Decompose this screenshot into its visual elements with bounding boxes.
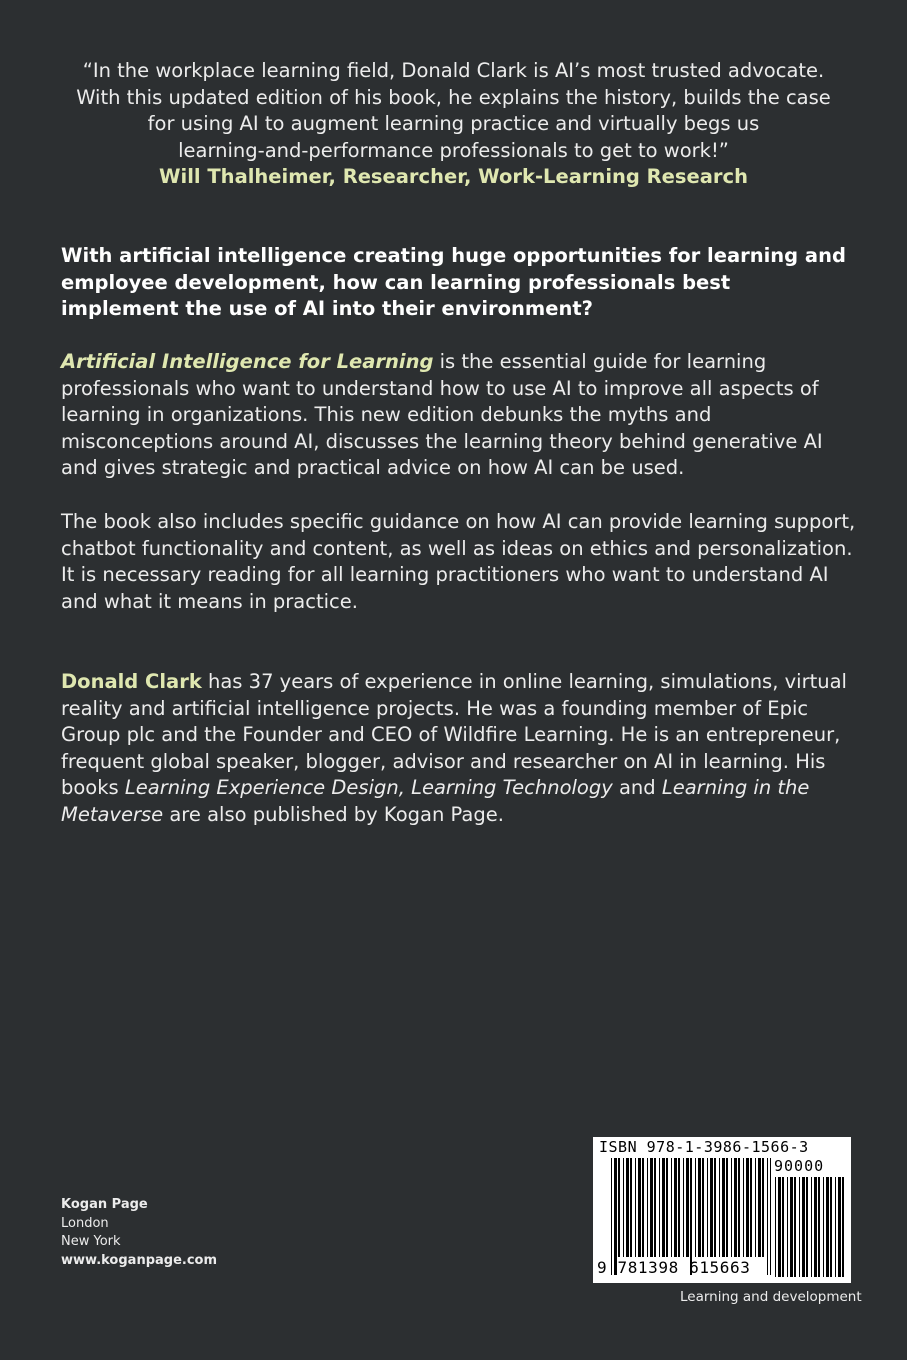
barcode-bar xyxy=(802,1177,805,1277)
barcode-bar xyxy=(654,1158,656,1257)
barcode-bar xyxy=(635,1158,636,1257)
barcode-bar xyxy=(731,1158,732,1257)
isbn-barcode xyxy=(593,1137,851,1283)
barcode-bar xyxy=(719,1158,720,1257)
barcode-bar xyxy=(671,1158,672,1257)
barcode-bar xyxy=(762,1158,764,1257)
bio-text: has 37 years of experience in online learning, simulations, virtual reality and artificial intelligence projects. He was a founding member of Epic Group plc and the Founder and CEO of Wildfire Learning. He is an entrepreneur, frequent global speaker, blogger, advisor and researcher on AI in learning. His books xyxy=(61,670,847,799)
barcode-bar xyxy=(787,1177,788,1277)
quote-line: “In the workplace learning field, Donald Clark is AI’s most trusted advocate. xyxy=(82,59,825,82)
barcode-bar xyxy=(818,1177,820,1277)
barcode-bar xyxy=(678,1158,680,1257)
description-paragraph xyxy=(61,349,861,482)
publisher-city-newyork: New York xyxy=(61,1234,121,1249)
barcode-bar xyxy=(842,1177,844,1277)
barcode-bar xyxy=(738,1158,740,1257)
barcode-bar xyxy=(794,1177,796,1277)
barcode-bar xyxy=(674,1158,677,1257)
barcode-bar xyxy=(814,1177,817,1277)
barcode-bar xyxy=(734,1158,737,1257)
isbn-label: ISBN 978-1-3986-1566-3 xyxy=(599,1138,809,1156)
bio-and: and xyxy=(612,776,662,799)
barcode-bar xyxy=(638,1158,641,1257)
barcode-bar xyxy=(714,1158,716,1257)
barcode-bar xyxy=(626,1158,629,1257)
barcode-bar xyxy=(695,1158,696,1257)
barcode-bar xyxy=(806,1177,808,1277)
barcode-bar xyxy=(830,1177,832,1277)
barcode-bar xyxy=(799,1177,800,1277)
barcode-bar xyxy=(722,1158,725,1257)
barcode-bar xyxy=(662,1158,665,1257)
author-name: Donald Clark xyxy=(61,670,202,693)
barcode-bar xyxy=(755,1158,756,1257)
barcode-bar xyxy=(775,1177,776,1277)
barcode-bar xyxy=(683,1158,684,1257)
barcode-bar xyxy=(782,1177,784,1277)
book-ref-2: Learning in the Metaverse xyxy=(61,776,810,826)
barcode-bar xyxy=(666,1158,668,1257)
barcode-bar xyxy=(823,1177,824,1277)
publisher-name: Kogan Page xyxy=(61,1197,148,1212)
barcode-bar xyxy=(790,1177,793,1277)
barcode-bar xyxy=(726,1158,728,1257)
barcode-bar xyxy=(623,1158,624,1257)
barcode-bar xyxy=(650,1158,653,1257)
barcode-bar xyxy=(642,1158,644,1257)
publisher-website: www.koganpage.com xyxy=(61,1252,218,1268)
quote-line: learning-and-performance professionals to get to work!” xyxy=(178,138,729,162)
author-bio xyxy=(61,669,861,828)
barcode-bar xyxy=(743,1158,744,1257)
book-title: Artificial Intelligence for Learning xyxy=(61,350,434,373)
quote-line: for using AI to augment learning practice and virtually begs us xyxy=(147,112,760,135)
publisher-block xyxy=(61,1196,217,1270)
barcode-bar xyxy=(758,1158,761,1257)
barcode-bar xyxy=(835,1177,836,1277)
barcode-bar xyxy=(770,1158,771,1275)
lead-question: With artificial intelligence creating huge opportunities for learning and employee development, how can learning professionals best implement the use of AI into their environment? xyxy=(61,244,846,320)
barcode-number: 9 781398 615663 xyxy=(597,1258,751,1277)
barcode-bar xyxy=(702,1158,704,1257)
endorsement-quote xyxy=(60,58,847,191)
book-ref-1: Learning Experience Design, Learning Technology xyxy=(124,776,613,799)
guidance-paragraph: The book also includes specific guidance on how AI can provide learning support, chatbot functionality and content, as well as ideas on ethics and personalization. It is necessary reading for all learning practitioners who want to understand AI and what it means in practice. xyxy=(61,510,856,613)
barcode-bar xyxy=(838,1177,841,1277)
barcode-bar xyxy=(618,1158,620,1257)
barcode-addon-bars xyxy=(775,1177,845,1277)
barcode-bar xyxy=(686,1158,689,1257)
barcode-bar xyxy=(746,1158,749,1257)
category-label: Learning and development xyxy=(680,1289,862,1305)
barcode-bar xyxy=(647,1158,648,1257)
publisher-city-london: London xyxy=(61,1215,109,1231)
barcode-bar xyxy=(659,1158,660,1257)
description-text: is the essential guide for learning professionals who want to understand how to use AI to improve all aspects of learning in organizations. This new edition debunks the myths and misconceptions around AI, discusses the learning theory behind generative AI and gives strategic and practical advice on how AI can be used. xyxy=(61,350,823,479)
quote-attribution: Will Thalheimer, Researcher, Work-Learning Research xyxy=(159,165,748,188)
quote-line: With this updated edition of his book, he explains the history, builds the case xyxy=(76,85,831,109)
barcode-price-code: 90000 xyxy=(774,1157,825,1175)
barcode-bar xyxy=(767,1158,768,1275)
barcode-bar xyxy=(778,1177,781,1277)
barcode-bar xyxy=(707,1158,708,1257)
barcode-bar xyxy=(698,1158,701,1257)
barcode-bar xyxy=(811,1177,812,1277)
barcode-bar xyxy=(630,1158,632,1257)
barcode-bar xyxy=(750,1158,752,1257)
bio-text-end: are also published by Kogan Page. xyxy=(163,802,504,826)
barcode-bar xyxy=(826,1177,829,1277)
barcode-bar xyxy=(710,1158,713,1257)
